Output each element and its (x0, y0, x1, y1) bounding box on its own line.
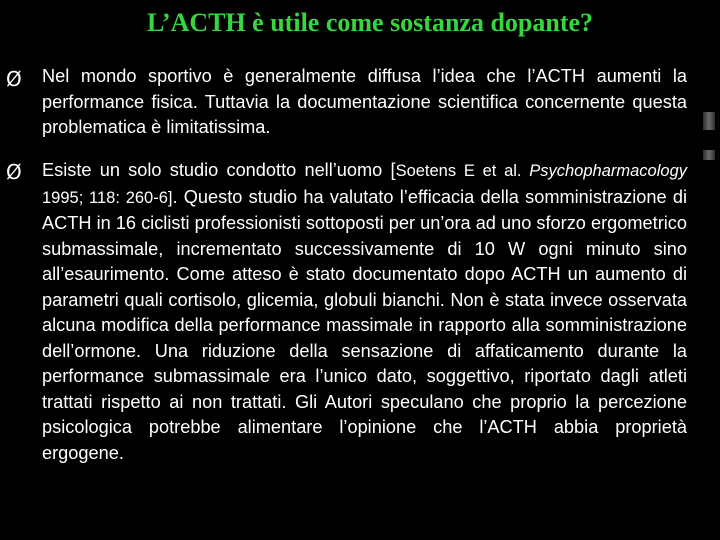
bullet-paragraph-2 (42, 158, 687, 466)
bullet-arrow-icon: Ø (6, 160, 22, 184)
citation-authors: Soetens E et al. (395, 162, 530, 180)
citation-reference: 1995; 118: 260-6] (42, 188, 173, 207)
slide-title: L’ACTH è utile come sostanza dopante? (146, 8, 594, 37)
decorative-bar (703, 150, 715, 160)
paragraph-text: . Questo studio ha valutato l’efficacia della somministrazione di ACTH in 16 ciclisti professionisti sottoposti per un’ora ad uno sforzo ergometrico submassimale, incrementato successivamente di 10 W ogni minuto sino all’esaurimento. Come atteso è stato documentato dopo ACTH un aumento di parametri quali cortisolo, glicemia, globuli bianchi. Non è stata invece osservata alcuna modifica della performance massimale in rapporto alla somministrazione dell’ormone. Una riduzione della sensazione di affaticamento durante la performance submassimale era l’unico dato, soggettivo, riportato dagli atleti trattati rispetto ai non trattati. Gli Autori speculano che proprio la percezione psicologica potrebbe alimentare l’opinione che l’ACTH abbia proprietà ergogene. (42, 186, 687, 463)
decorative-bar (703, 112, 715, 130)
bullet-arrow-icon: Ø (6, 67, 22, 91)
citation-journal: Psychopharmacology (529, 162, 687, 180)
paragraph-text: Esiste un solo studio condotto nell’uomo [ (42, 160, 396, 180)
bullet-paragraph-1: Nel mondo sportivo è generalmente diffusa l’idea che l’ACTH aumenti la performance fisica. Tuttavia la documentazione scientifica concernente questa problematica è limitatissima. (42, 66, 687, 137)
